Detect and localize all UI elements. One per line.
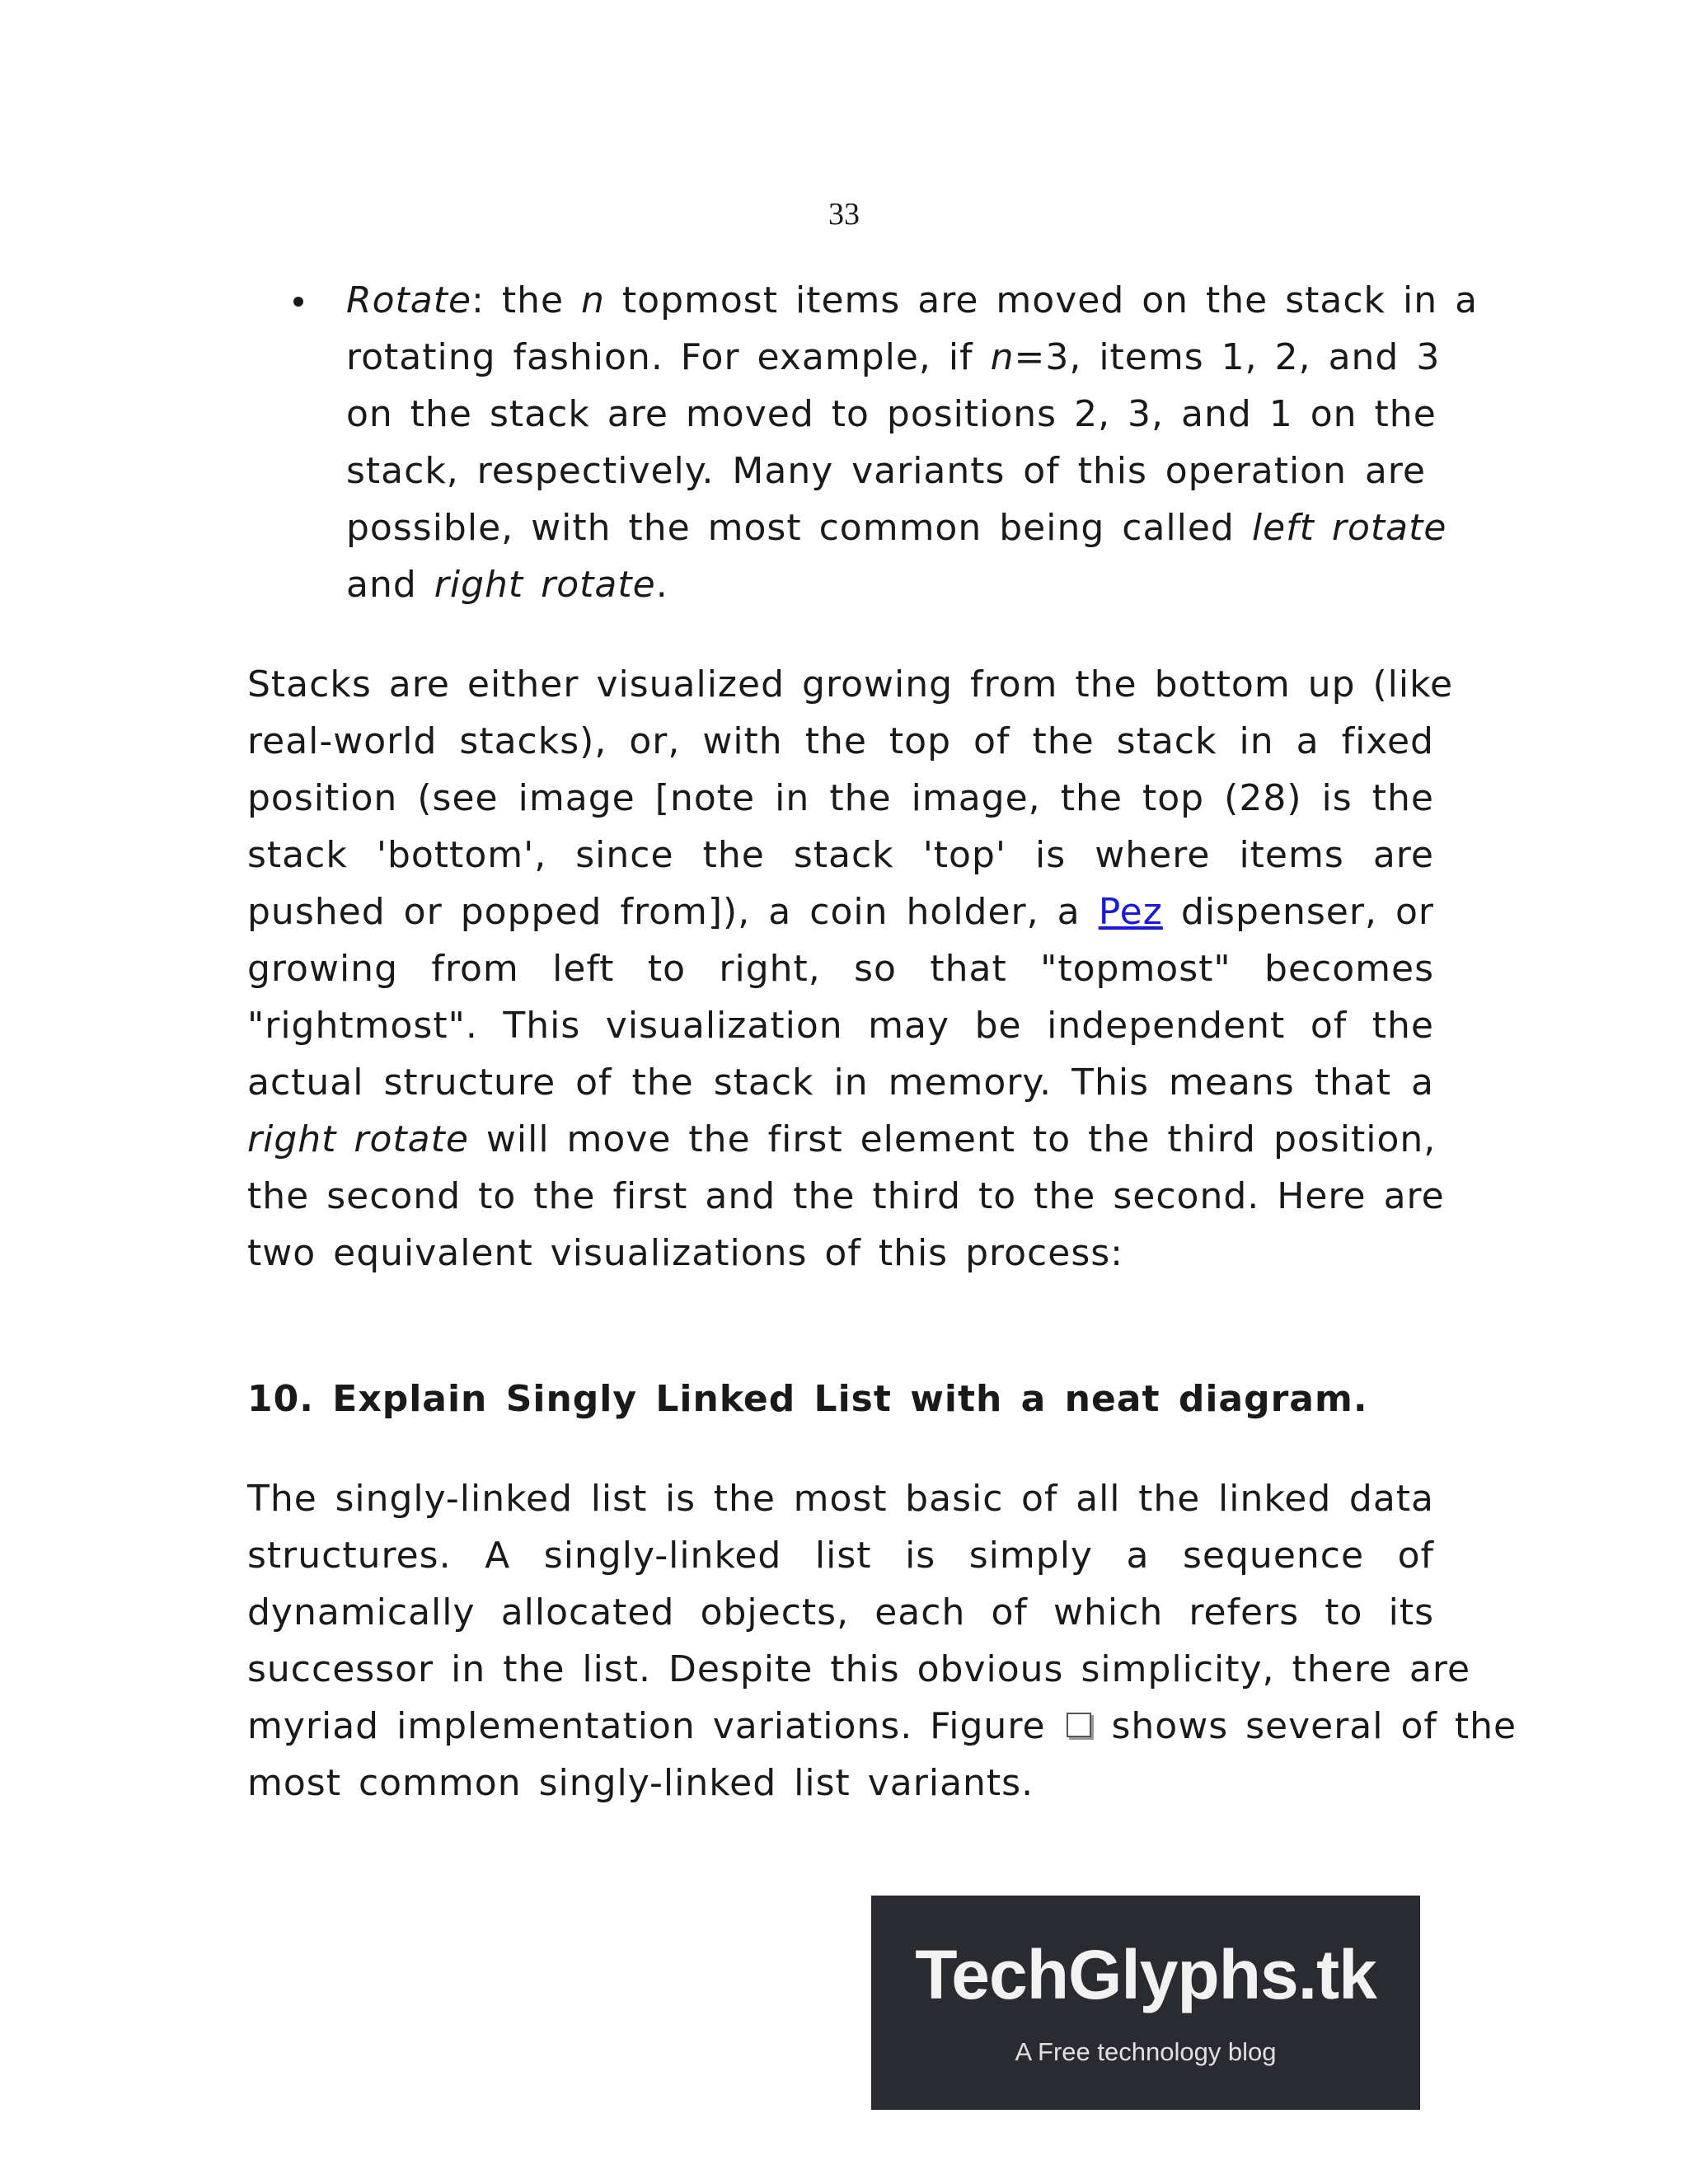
- techglyphs-logo: [871, 1896, 1420, 2110]
- paragraph-line: growing from left to right, so that "topmost" becomes: [247, 948, 1434, 990]
- paragraph-line: dynamically allocated objects, each of which refers to its: [247, 1591, 1434, 1633]
- paragraph-line: real-world stacks), or, with the top of the stack in a fixed: [247, 720, 1434, 762]
- bullet-line-6: and right rotate.: [346, 564, 668, 606]
- paragraph-line: myriad implementation variations. Figure shows several of the: [247, 1705, 1517, 1747]
- paragraph-line: most common singly-linked list variants.: [247, 1762, 1034, 1804]
- paragraph-line: pushed or popped from]), a coin holder, a Pez dispenser, or: [247, 891, 1434, 933]
- paragraph-line: successor in the list. Despite this obvious simplicity, there are: [247, 1648, 1471, 1690]
- figure-reference-icon: [1067, 1713, 1091, 1737]
- bullet-line-1: Rotate: the n topmost items are moved on the stack in a: [346, 279, 1479, 321]
- paragraph-line: actual structure of the stack in memory. This means that a: [247, 1062, 1434, 1104]
- bullet-line-3: on the stack are moved to positions 2, 3, and 1 on the: [346, 393, 1437, 435]
- paragraph-line: position (see image [note in the image, the top (28) is the: [247, 777, 1434, 819]
- logo-subtitle: A Free technology blog: [1015, 2037, 1277, 2066]
- bullet-line-4: stack, respectively. Many variants of this operation are: [346, 450, 1426, 492]
- rotate-bullet-item: [346, 272, 1479, 613]
- paragraph-line: "rightmost". This visualization may be independent of the: [247, 1005, 1434, 1047]
- logo-title: TechGlyphs.tk: [915, 1936, 1376, 2013]
- page-number: 33: [828, 197, 860, 232]
- bullet-line-2: rotating fashion. For example, if n=3, items 1, 2, and 3: [346, 336, 1441, 378]
- paragraph-line: Stacks are either visualized growing from the bottom up (like: [247, 663, 1454, 705]
- paragraph-line: the second to the first and the third to the second. Here are: [247, 1175, 1445, 1217]
- bullet-line-5: possible, with the most common being called left rotate: [346, 507, 1447, 549]
- paragraph-line: two equivalent visualizations of this process:: [247, 1232, 1123, 1274]
- paragraph-line: The singly-linked list is the most basic of all the linked data: [247, 1478, 1434, 1520]
- paragraph-line: structures. A singly-linked list is simply a sequence of: [247, 1535, 1434, 1577]
- question-heading: 10. Explain Singly Linked List with a neat diagram.: [247, 1378, 1368, 1420]
- paragraph-line: stack 'bottom', since the stack 'top' is where items are: [247, 834, 1434, 876]
- stacks-visualization-paragraph: [247, 656, 1454, 1282]
- rotate-term: Rotate: [346, 279, 472, 321]
- singly-linked-list-paragraph: [247, 1470, 1517, 1811]
- bullet-point: [293, 297, 303, 307]
- pez-link[interactable]: Pez: [1098, 891, 1163, 933]
- paragraph-line: right rotate will move the first element to the third position,: [247, 1118, 1437, 1160]
